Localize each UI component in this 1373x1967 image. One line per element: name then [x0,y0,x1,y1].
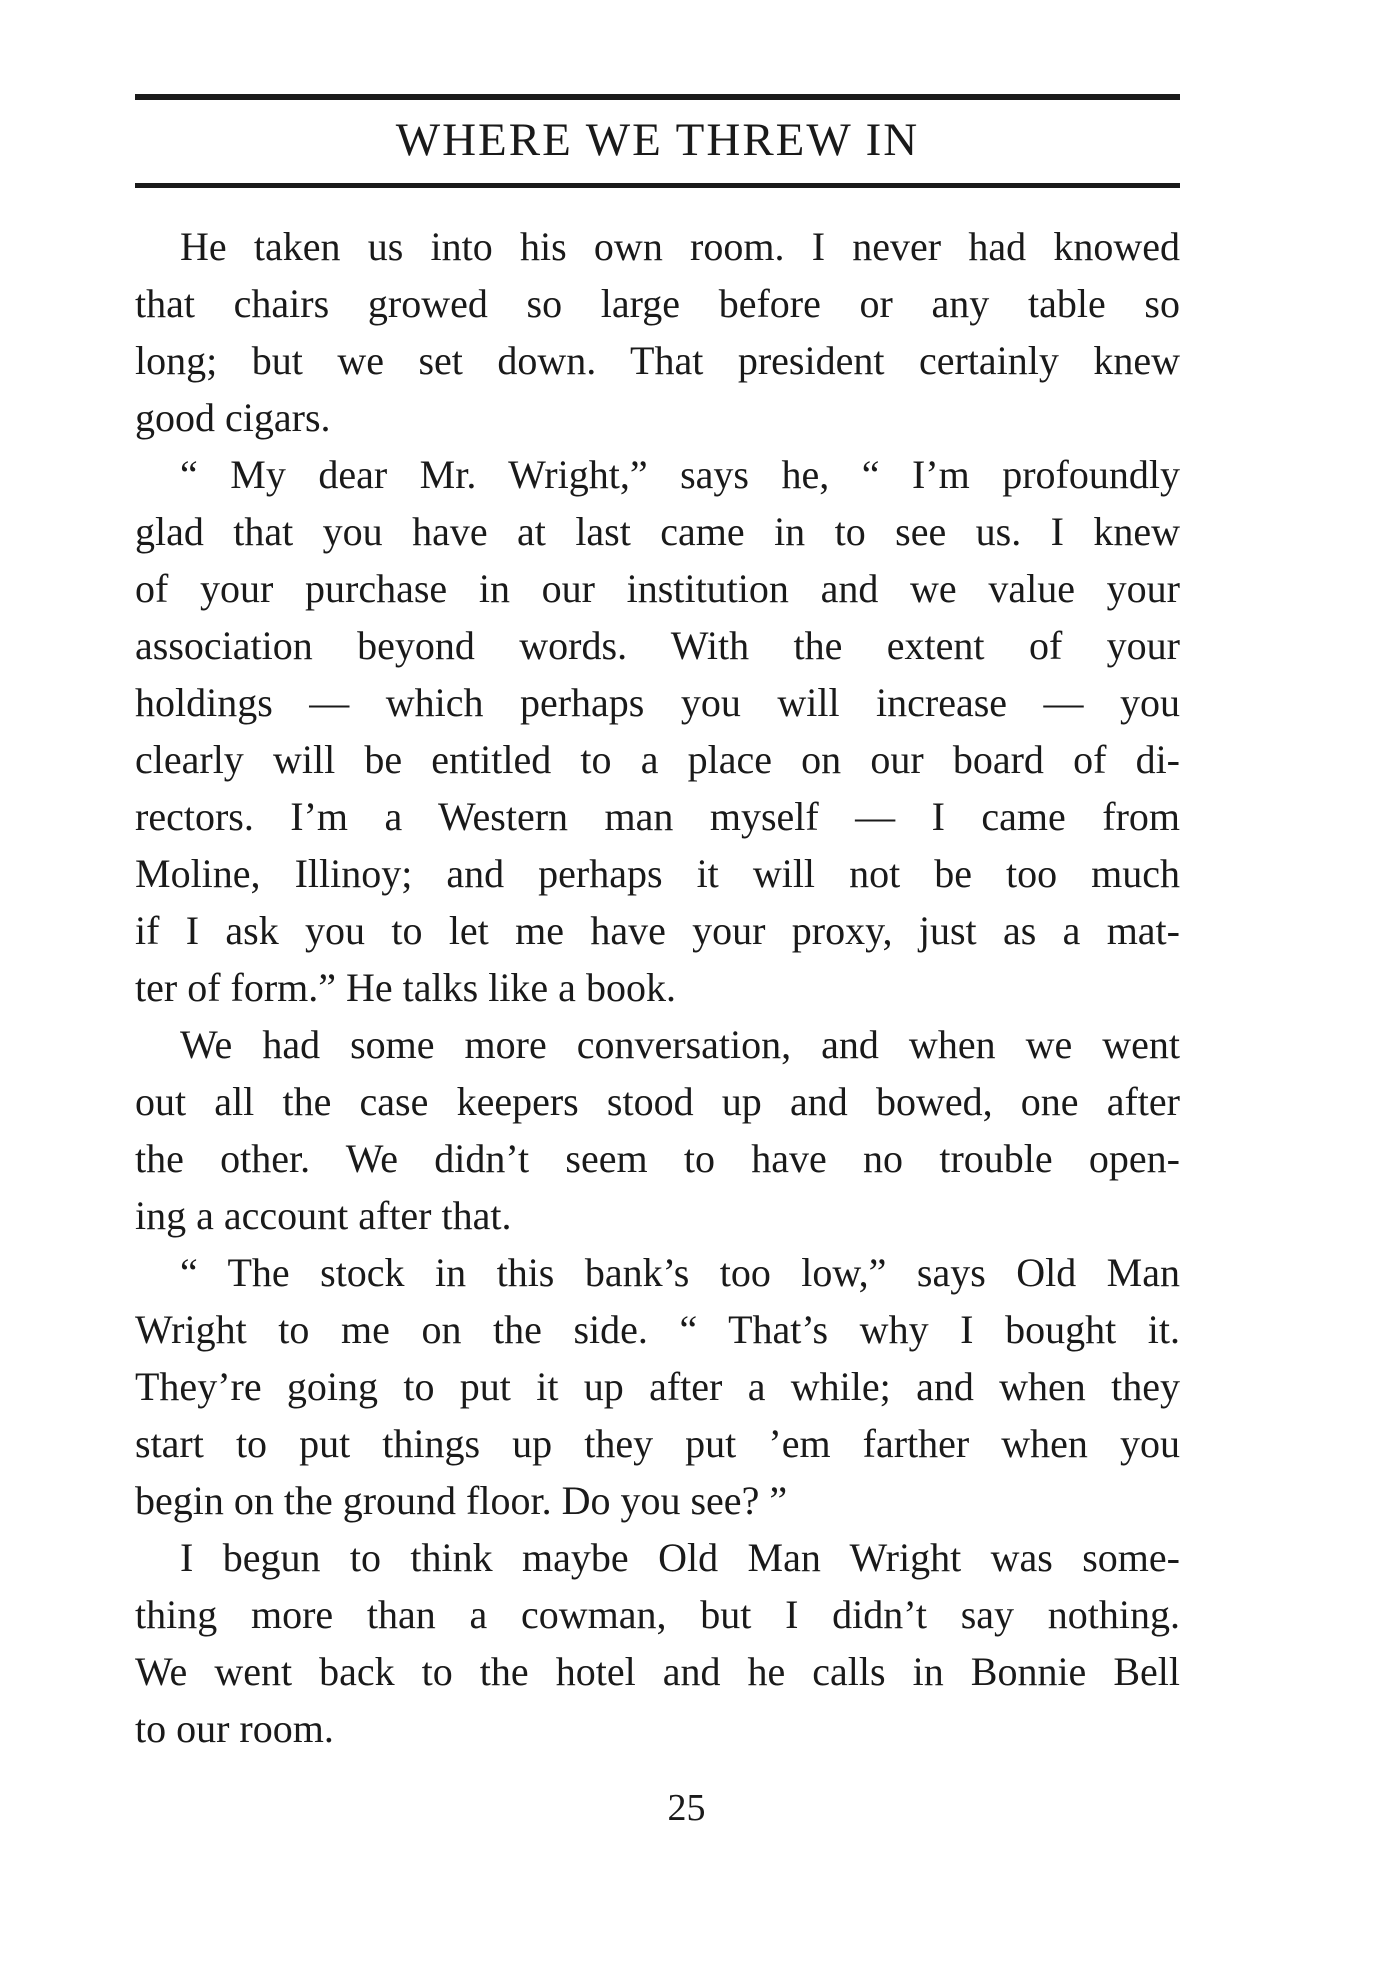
text-line: We had some more conversation, and when we went [180,1022,1180,1067]
body-text [135,218,1180,1757]
text-line: holdings — which perhaps you will increase — you [135,680,1180,725]
text-line: ing a account after that. [135,1193,512,1238]
header-top-rule [135,94,1180,100]
text-line: Wright to me on the side. “ That’s why I bought it. [135,1307,1180,1352]
text-line: long; but we set down. That president certainly knew [135,338,1180,383]
text-line: rectors. I’m a Western man myself — I came from [135,794,1180,839]
text-line: He taken us into his own room. I never had knowed [180,224,1180,269]
running-head: WHERE WE THREW IN [395,114,920,166]
text-line: clearly will be entitled to a place on our board of di- [135,737,1180,782]
text-line: start to put things up they put ’em farther when you [135,1421,1180,1466]
text-line: the other. We didn’t seem to have no trouble open- [135,1136,1180,1181]
text-line: thing more than a cowman, but I didn’t say nothing. [135,1592,1180,1637]
text-line: if I ask you to let me have your proxy, just as a mat- [135,908,1180,953]
text-line: ter of form.” He talks like a book. [135,965,676,1010]
text-line: association beyond words. With the extent of your [135,623,1180,668]
text-line: I begun to think maybe Old Man Wright was some- [180,1535,1180,1580]
header-bottom-rule [135,183,1180,188]
text-line: good cigars. [135,395,331,440]
text-line: They’re going to put it up after a while; and when they [135,1364,1180,1409]
text-line: out all the case keepers stood up and bowed, one after [135,1079,1180,1124]
text-line: of your purchase in our institution and we value your [135,566,1180,611]
text-line: We went back to the hotel and he calls in Bonnie Bell [135,1649,1180,1694]
text-line: glad that you have at last came in to see us. I knew [135,509,1180,554]
text-line: Moline, Illinoy; and perhaps it will not be too much [135,851,1180,896]
text-line: “ My dear Mr. Wright,” says he, “ I’m profoundly [180,452,1180,497]
text-line: begin on the ground floor. Do you see? ” [135,1478,788,1523]
page-number: 25 [667,1787,706,1829]
text-line: that chairs growed so large before or any table so [135,281,1180,326]
text-line: to our room. [135,1706,334,1751]
text-line: “ The stock in this bank’s too low,” says Old Man [180,1250,1180,1295]
